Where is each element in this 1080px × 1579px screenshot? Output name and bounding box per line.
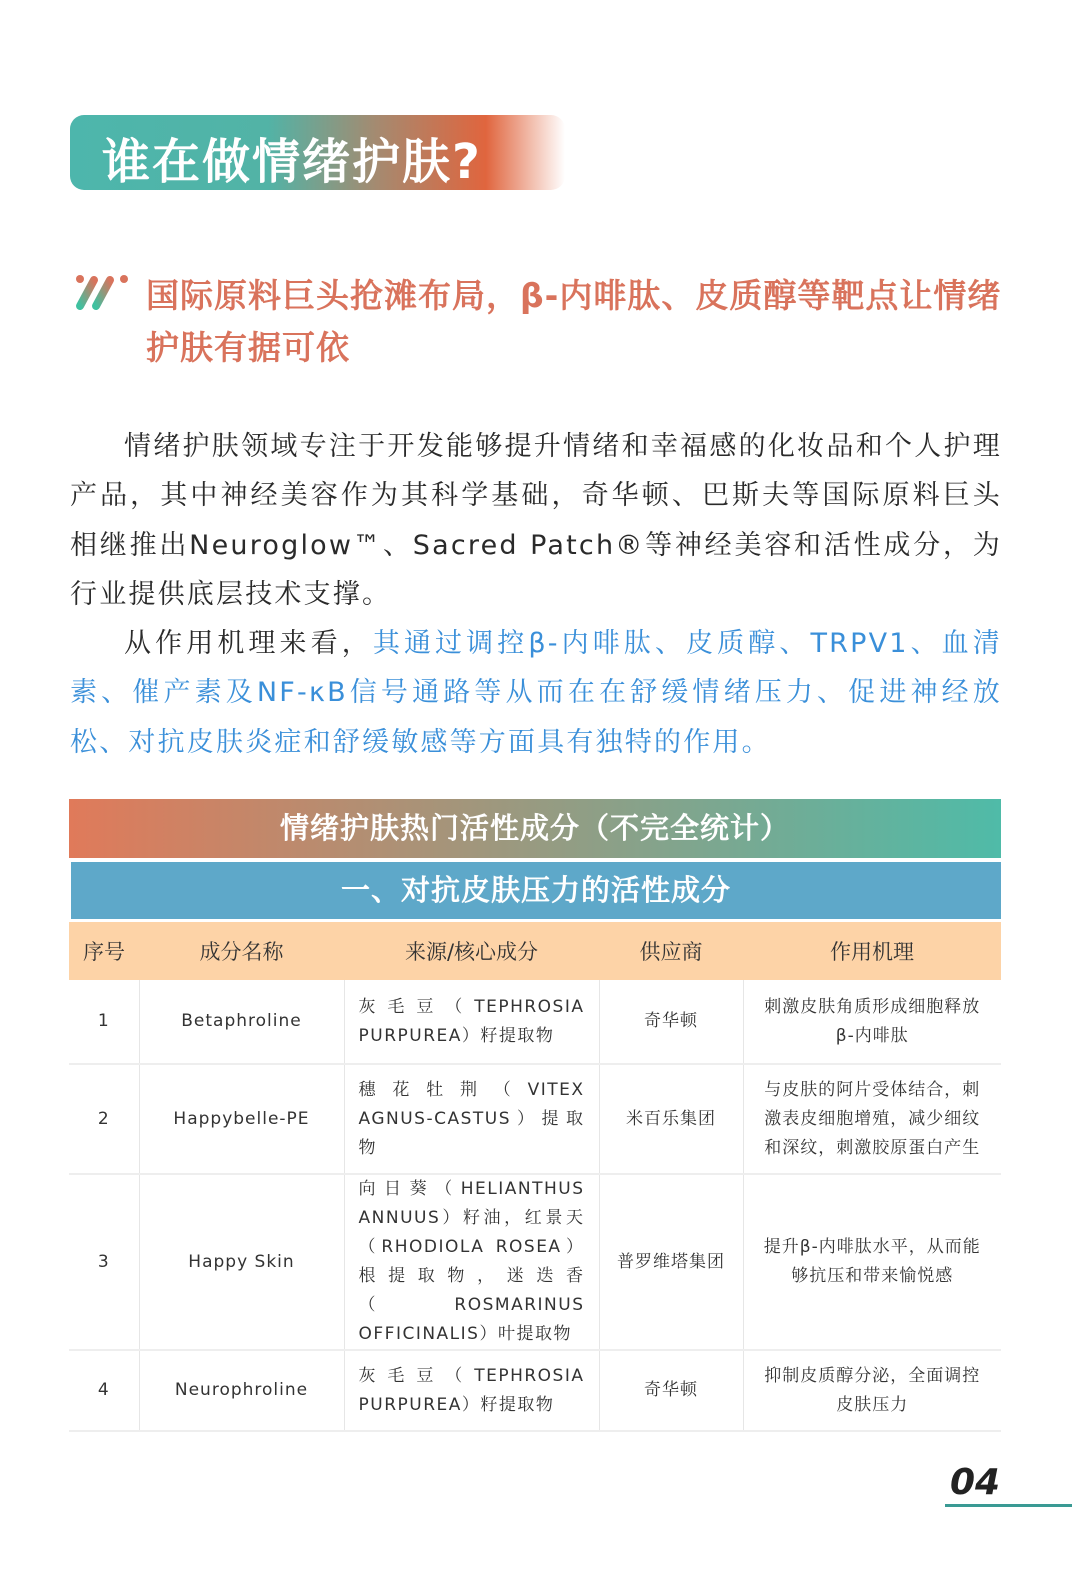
table-header-row — [69, 922, 1001, 980]
col-header: 作用机理 — [743, 922, 1001, 980]
paragraph-2-highlight: 其通过调控β-内啡肽、皮质醇、TRPV1、血清素、催产素及NF-κB信号通路等从而在在舒缓情绪压力、促进神经放松、对抗皮肤炎症和舒缓敏感等方面具有独特的作用。 — [70, 628, 1002, 758]
body-text — [70, 422, 1002, 767]
paragraph-1: 情绪护肤领域专注于开发能够提升情绪和幸福感的化妆品和个人护理产品，其中神经美容作为其科学基础，奇华顿、巴斯夫等国际原料巨头相继推出Neuroglow™、Sacred Patch®等神经美容和活性成分，为行业提供底层技术支撑。 — [70, 431, 1002, 610]
cell-index: 4 — [69, 1350, 139, 1431]
paragraph-2-lead: 从作用机理来看， — [124, 628, 373, 660]
cell-source: 穗花牡荆（VITEX AGNUS-CASTUS）提取物 — [344, 1064, 599, 1174]
cell-supplier: 奇华顿 — [599, 980, 743, 1064]
cell-name: Betaphroline — [139, 980, 344, 1064]
cell-index: 1 — [69, 980, 139, 1064]
cell-mechanism: 刺激皮肤角质形成细胞释放β-内啡肽 — [743, 980, 1001, 1064]
cell-source: 灰毛豆（TEPHROSIA PURPUREA）籽提取物 — [344, 1350, 599, 1431]
cell-supplier: 奇华顿 — [599, 1350, 743, 1431]
cell-index: 2 — [69, 1064, 139, 1174]
cell-source: 向日葵（HELIANTHUS ANNUUS）籽油，红景天（RHODIOLA ROSEA）根提取物，迷迭香（ROSMARINUS OFFICINALIS）叶提取物 — [344, 1174, 599, 1350]
cell-mechanism: 与皮肤的阿片受体结合，刺激表皮细胞增殖，减少细纹和深纹，刺激胶原蛋白产生 — [743, 1064, 1001, 1174]
cell-supplier: 普罗维塔集团 — [599, 1174, 743, 1350]
cell-mechanism: 抑制皮质醇分泌，全面调控皮肤压力 — [743, 1350, 1001, 1431]
page-number-underline — [945, 1504, 1072, 1507]
table-subtitle: 一、对抗皮肤压力的活性成分 — [71, 862, 1001, 919]
section-subtitle: 国际原料巨头抢滩布局，β-内啡肽、皮质醇等靶点让情绪护肤有据可依 — [146, 276, 1002, 367]
paragraph-2 — [70, 619, 1002, 767]
cell-mechanism: 提升β-内啡肽水平，从而能够抗压和带来愉悦感 — [743, 1174, 1001, 1350]
col-header: 序号 — [69, 922, 139, 980]
table-row — [69, 1174, 1001, 1350]
page-number: 04 — [950, 1462, 1001, 1503]
table-row — [69, 1064, 1001, 1174]
col-header: 成分名称 — [139, 922, 344, 980]
cell-name: Happy Skin — [139, 1174, 344, 1350]
table-row — [69, 980, 1001, 1064]
col-header: 来源/核心成分 — [344, 922, 599, 980]
cell-supplier: 米百乐集团 — [599, 1064, 743, 1174]
ingredients-table — [69, 922, 1001, 1432]
slash-stripes-icon — [74, 272, 130, 312]
col-header: 供应商 — [599, 922, 743, 980]
page-title: 谁在做情绪护肤? — [102, 134, 482, 190]
cell-name: Neurophroline — [139, 1350, 344, 1431]
cell-source: 灰毛豆（TEPHROSIA PURPUREA）籽提取物 — [344, 980, 599, 1064]
table-title: 情绪护肤热门活性成分（不完全统计） — [69, 799, 1001, 858]
cell-name: Happybelle-PE — [139, 1064, 344, 1174]
table-row — [69, 1350, 1001, 1431]
title-banner — [70, 115, 565, 190]
cell-index: 3 — [69, 1174, 139, 1350]
